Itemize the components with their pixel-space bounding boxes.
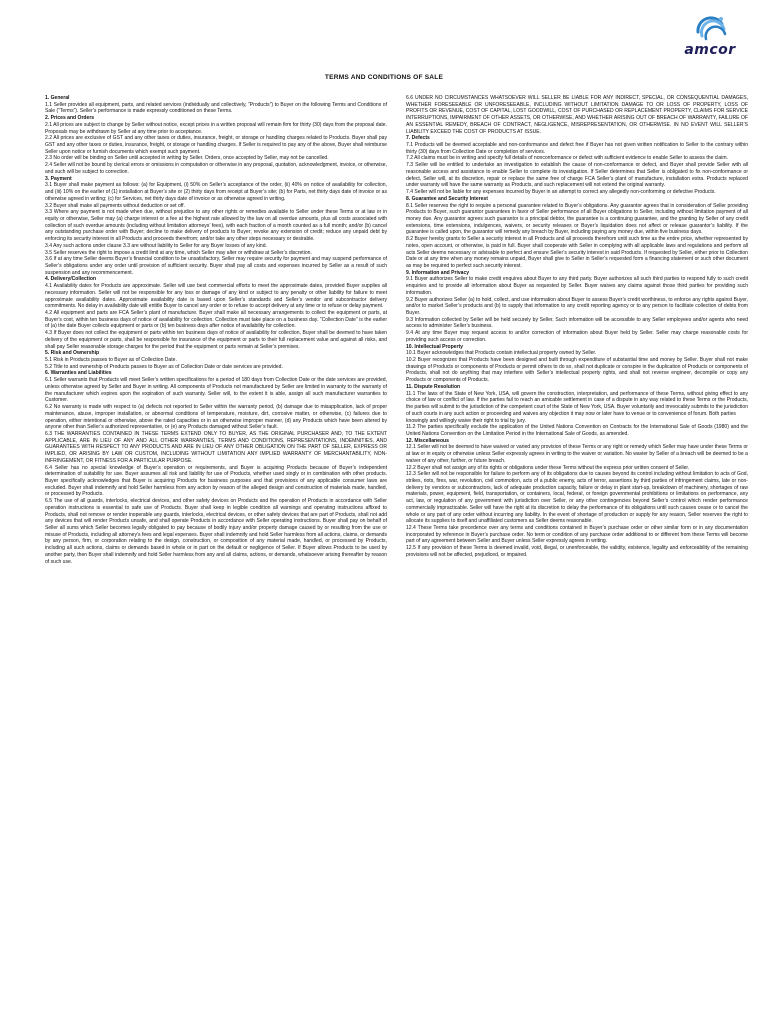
clause-paragraph: 12.1 Seller will not be deemed to have waived or varied any provision of these Terms or any right or remedy which Seller may have under these Terms or at law or in equity or otherwise unless Seller expressly agrees in writing to the waiver or variation. No wavier by Seller of a breach will be deemed to be a waiver of any other, further, or future breach. xyxy=(406,444,748,464)
clause-paragraph: 4.2 All equipment and parts are FCA Seller’s plant of manufacture. Buyer shall make all necessary arrangements to collect the equipment or parts, at Buyer’s cost, within ten business days of notice of availability for collection. Collection must take place on a business day. “Collection Date” is the earlier of (a) the date Buyer collects equipment or parts or (b) ten business days after notice of availability for collection. xyxy=(45,310,387,330)
clause-paragraph: 6.4 Seller has no special knowledge of Buyer’s operation or requirements, and Buyer is acquiring Products because of Buyer’s independent determination of suitability for use. Buyer assumes all risk and liability for use of Products, whether used singly or in combination with other products. Buyer specifically acknowledges that Buyer is acquiring Products for business purposes and that provisions of any applicable consumer laws are excluded. Buyer shall indemnify and hold Seller harmless from any action by reason of the alleged design and construction of materials made, handled, or processed by Products. xyxy=(45,464,387,498)
clause-paragraph: 9.4 At any time Buyer may request access to and/or correction of information about Buyer held by Seller. Seller may charge reasonable costs for providing such access or correction. xyxy=(406,330,748,343)
section-heading: 2. Prices and Orders xyxy=(45,115,95,122)
amcor-logo-mark-icon xyxy=(688,12,732,42)
clause-paragraph: 11.1 The laws of the State of New York, USA, will govern the construction, interpretation, and performance of these Terms, without giving effect to any choice of law or conflict of law. If the parties fail to reach an amicable settlement in case of a dispute in any way related to these Terms or the Products, the parties will submit to the jurisdiction of the competent court of the State of New York, USA. Buyer voluntarily and irrevocably submits to the jurisdiction of such courts in any such action or proceeding and waives any objection it may now or later have to venue or to convenience of forum. Both parties xyxy=(406,390,748,417)
clause-paragraph: 2.4 Seller will not be bound by clerical errors or omissions in computation or otherwise in any proposal, quotation, acknowledgment, invoice, or otherwise, and such will be subject to correction. xyxy=(45,162,387,175)
clause-paragraph: 6.1 Seller warrants that Products will meet Seller’s written specifications for a period of 180 days from Collection Date or the date services are provided, unless otherwise agreed by Seller and Buyer in writing. All components of Products not manufactured by Seller are limited in warranty to the warranty of the manufacturer which expires upon the expiration of such warranty. Seller will, to the extent it is able, assign all such manufacturer warranties to Customer. xyxy=(45,377,387,404)
clause-paragraph: 2.3 No order will be binding on Seller until accepted in writing by Seller. Orders, once accepted by Seller, may not be cancelled. xyxy=(45,155,329,162)
clause-paragraph: 6.6 UNDER NO CIRCUMSTANCES WHATSOEVER WILL SELLER BE LIABLE FOR ANY INDIRECT, SPECIAL, OR CONSEQUENTIAL DAMAGES, WHETHER FORESEEABLE OR UNFORESEEABLE, INCLUDING WITHOUT LIMITATION DAMAGE TO OR LOSS OF PROPERTY, LOSS OF PROFITS OR REVENUE, COST OF CAPITAL, LOST GOODWILL, COST OF PURCHASED OR REPLACEMENT PROPERTY, CLAIMS FOR SERVICE INTERRUPTIONS, IMPAIRMENT OF OTHER ASSETS, OR OTHERWISE, AND WHETHER ARISING OUT OF BREACH OF WARRANTY, FAILURE OF AN ESSENTIAL REMEDY, BREACH OF CONTRACT, NEGLIGENCE, MISREPRESENTATION, OR OTHERWISE. IN NO EVENT WILL SELLER’S LIABILITY EXCEED THE COST OF PRODUCTS AT ISSUE. xyxy=(406,95,748,135)
clause-paragraph: 7.2 All claims must be in writing and specify full details of nonconformance or defect with sufficient evidence to enable Seller to assess the claim. xyxy=(406,155,728,162)
clause-paragraph: 11.2 The parties specifically exclude the application of the United Nations Convention on Contracts for the International Sale of Goods (1980) and the United Nations Convention on the Limitation Period in the International Sale of Goods, as amended. xyxy=(406,424,748,437)
section-heading: 4. Delivery/Collection xyxy=(45,276,97,283)
section-heading: 1. General xyxy=(45,95,70,101)
section-heading: 9. Information and Privacy xyxy=(406,269,470,276)
section-heading: 11. Dispute Resolution xyxy=(406,383,461,390)
section-heading: 8. Guarantee and Security Interest xyxy=(406,195,488,202)
clause-paragraph: 2.2 All prices are exclusive of GST and any other taxes or duties, insurance, freight, or storage or handling charges related to Products. Buyer shall pay GST and any other taxes or duties, insurance, freight, or storage or handling charges. If Seller is required to pay any of the above, Buyer shall reimburse Seller upon notice or furnish documents which exempt such payment. xyxy=(45,135,387,155)
clause-paragraph: 8.1 Seller reserves the right to require a personal guarantee related to Buyer’s obligations. Any guarantor agrees that in consideration of Seller providing Products to Buyer, such guarantor guarantees in favor of Seller performance of all Buyer obligations to Seller, including without limitation payment of all money due. Any guarantor agrees such guarantor is a principal debtor, the guarantee is a continuing guarantee, and the granting by Seller of any credit extensions, time extensions, indulgences, waivers, or security releases or Buyer’s liquidation does not affect or release guarantor’s liability. If the guarantee is called upon, the guarantor will remedy any breach by Buyer, including paying any money due, within five business days. xyxy=(406,202,748,236)
clause-paragraph: 3.4 Any such actions under clause 3.3 are without liability to Seller for any Buyer losses of any kind. xyxy=(45,242,267,249)
section-heading: 6. Warranties and Liabilities xyxy=(45,370,112,377)
section-heading: 7. Defects xyxy=(406,135,430,142)
clause-paragraph: 8.2 Buyer hereby grants to Seller a security interest in all Products and all proceeds therefrom until such time as the entire price, whether represented by notes, open account, or otherwise, is paid in full. Buyer shall cooperate with Seller in complying with all applicable laws and regulations and perform all acts Seller deems necessary or advisable to perfect and ensure Seller’s security interest in said Products. If requested by Seller, either prior to Collection Date or at any time when any money remains unpaid, Buyer shall give to Seller in Seller’s requested form a financing statement or such other document as may be required to perfect such security interest. xyxy=(406,236,748,269)
clause-paragraph: 12.4 These Terms take precedence over any terms and conditions contained in Buyer’s purchase order or other similar form or in any documentation incorporated by reference in Buyer’s purchase order. No term or condition of any purchase order additional to or different from these Terms will become part of any agreement between Seller and Buyer unless Seller expressly agrees in writing. xyxy=(406,525,748,545)
clause-paragraph: 6.5 The use of all guards, interlocks, electrical devices, and other safety devices on Products and the operation of Products in accordance with Seller operation instructions is essential to safe use of Products. Buyer shall keep in legible condition all warnings and operating instructions affixed to Products, shall not remove or render inoperable any guards, interlocks, electrical devices, or other safety devices that are part of Products, shall not add any devices that will render Products unsafe, and shall operate Products in accordance with Seller operating instructions. Buyer shall pay on behalf of Seller all sums which Seller becomes legally obligated to pay because of bodily injury and/or property damage caused by or resulting from the use or misuse of Products, including all attorney’s fees and legal expenses. Buyer shall indemnify and hold Seller harmless from all actions, claims, or demands by any person, firm, or corporation relating to the design, construction, or composition of any material made, handled, or processed by Products, including all such actions, claims or demands based in whole or in part on the default or negligence of Seller. If Buyer allows Products to be used by another party, then Buyer shall indemnify and hold Seller harmless from any and all claims, actions, or demands, whatsoever arising thereafter by reason of such use. xyxy=(45,498,387,565)
clause-paragraph: 10.1 Buyer acknowledges that Products contain intellectual property owned by Seller. xyxy=(406,350,597,357)
left-column xyxy=(45,95,387,1023)
clause-paragraph: 6.3 THE WARRANTIES CONTAINED IN THESE TERMS EXTEND ONLY TO BUYER, AS THE ORIGINAL PURCHASER AND, TO THE EXTENT APPLICABLE, ARE IN LIEU OF ANY AND ALL OTHER WARRANTIES, TERMS AND CONDITIONS, REPRESENTATIONS, INDEMNITIES, AND GUARANTEES WITH RESPECT TO ANY PRODUCTS AND ARE IN LIEU OF ANY OTHER OBLIGATION ON THE PART OF SELLER, EXPRESS OR IMPLIED, OR ARISING BY LAW OR CUSTOM, INCLUDING WITHOUT LIMITATION ANY IMPLIED WARRANTY OF MERCHANTABILITY, NON-INFRINGEMENT, OR FITNESS FOR A PARTICULAR PURPOSE. xyxy=(45,430,387,464)
section-heading: 5. Risk and Ownership xyxy=(45,350,100,357)
clause-paragraph: 12.2 Buyer shall not assign any of its rights or obligations under these Terms without the express prior written consent of Seller. xyxy=(406,464,690,471)
clause-paragraph: 3.5 Seller reserves the right to impose a credit limit at any time, which Seller may alter or withdraw at Seller’s discretion. xyxy=(45,249,312,256)
section-heading: 3. Payment xyxy=(45,175,72,182)
clause-paragraph: 2.1 All prices are subject to change by Seller without notice, except prices in a written proposal will remain firm for thirty (30) days from the proposal date. Proposals may be withdrawn by Seller at any time prior to acceptance. xyxy=(45,121,387,135)
clause-paragraph: 1.1 Seller provides all equipment, parts, and related services (individually and collectively, “Products”) to Buyer on the following Terms and Conditions of Sale (“Terms”). Seller’s performance is made expressly conditioned on these Terms. xyxy=(45,101,387,115)
clause-paragraph: 3.1 Buyer shall make payment as follows: (a) for Equipment, (i) 50% on Seller’s acceptance of the order, (ii) 40% on notice of availability for collection, and (iii) 10% on the earlier of (1) installation at Buyer’s site or (2) thirty days from receipt at Buyer’s site; (b) for Parts, net thirty days date of invoice or as otherwise agreed in writing; (c) for Services, net thirty days date of invoice or as otherwise agreed in writing. xyxy=(45,182,387,202)
clause-paragraph: 4.3 If Buyer does not collect the equipment or parts within ten business days of notice of availability for collection, Buyer shall be deemed to have taken delivery of the equipment or parts, shall be responsible for insurance of the equipment or parts to their full replacement value and against all risks, and shall pay Seller reasonable storage charges for the period that the equipment or parts remain at Seller’s premises. xyxy=(45,330,387,350)
clause-paragraph: 3.6 If at any time Seller deems Buyer’s financial condition to be unsatisfactory, Seller may require security for payment and may suspend performance of Seller’s obligations under any order until provision of sufficient security. Buyer shall pay all costs and expenses incurred by Seller as a result of such suspension and any recommencement. xyxy=(45,256,387,276)
clause-paragraph: knowingly and willingly waive their right to trial by jury. xyxy=(406,417,526,424)
clause-paragraph: 9.2 Buyer authorizes Seller (a) to hold, collect, and use information about Buyer to assess Buyer’s credit worthiness, to enforce any rights against Buyer, and/or to market Seller’s products and (b) to supply that information to any credit reporting agency or to any person to facilitate collection of debts from Buyer. xyxy=(406,296,748,316)
clause-paragraph: 3.2 Buyer shall make all payments without deduction or set off. xyxy=(45,202,185,209)
clause-paragraph: 5.2 Title to and ownership of Products passes to Buyer as of Collection Date or date services are provided. xyxy=(45,363,283,370)
clause-paragraph: 7.1 Products will be deemed acceptable and non-conformance and defect free if Buyer has not given written notification to Seller to the contrary within thirty (30) days from Collection Date or completion of services. xyxy=(406,142,748,155)
clause-paragraph: 10.2 Buyer recognizes that Products have been designed and built through expenditure of substantial time and money by Seller. Buyer shall not make drawings of Products or components of Products or permit others to do so, shall not duplicate or conspire in the duplication of Products or components of Products, shall not do anything that may interfere with Seller’s intellectual property rights, and shall not reverse engineer, decompile or copy any Products or components of Products. xyxy=(406,357,748,384)
section-heading: 10. Intellectual Property xyxy=(406,343,463,350)
amcor-logo xyxy=(678,12,742,57)
clause-paragraph: 5.1 Risk in Products passes to Buyer as of Collection Date. xyxy=(45,357,177,364)
amcor-logo-text: amcor xyxy=(684,42,736,58)
clause-paragraph: 12.3 Seller will not be responsible for failure to perform any of its obligations due to causes beyond its control including without limitation to acts of God, strikes, riots, fires, war, revolution, civil commotion, acts of a public enemy, acts of terror, assertions by third parties of infringement claims, late or non-delivery by vendors or subcontractors, lack of adequate production capacity, failure or delay in plant start-up, breakdown of machinery, shortages of raw materials, power, equipment, field, transportation, or containers, local, federal, or foreign governmental prohibitions or limitations on performance, any act, law, or regulation of any government with jurisdiction over Seller, or any other contingencies beyond Seller’s control which render performance commercially impracticable. Seller will have the right at its discretion to delay the performance of its obligations until such causes cease or to cancel the whole or any part of any order without incurring any liability. In the event of shortage of production or supply for any reason, Seller reserves the right to allocate its supplies to itself and unaffiliated customers as Seller deems reasonable. xyxy=(406,471,748,525)
clause-paragraph: 7.3 Seller will be entitled to undertake an investigation to establish the cause of non-conformance or defect, and Buyer shall provide Seller with all reasonable access and assistance to enable Seller to complete its investigation. If Seller determines that Seller is obligated to fix non-conformance or defect, Seller will, at its discretion, repair or replace the same free of charge FCA Seller’s plant of manufacture, installation extra. Products replaced under warranty will have the same warranty as Products, and such replacement will not extend the original warranty. xyxy=(406,162,748,189)
clause-paragraph: 6.2 No warranty is made with respect to (a) defects not reported to Seller within the warranty period, (b) damage due to misapplication, lack of proper maintenance, abuse, improper installation, or abnormal conditions of temperature, moisture, dirt, corrosive matter, or otherwise, (c) failures due to operation, either intentional or otherwise, above the rated capacities or in an otherwise improper manner, (d) any Products which have been altered by anyone other than Seller’s authorized representative, or (e) any Products damaged without Seller’s fault. xyxy=(45,404,387,431)
section-heading: 12. Miscellaneous xyxy=(406,437,449,444)
document-title: TERMS AND CONDITIONS OF SALE xyxy=(324,74,444,81)
clause-paragraph: 4.1 Availability dates for Products are approximate. Seller will use best commercial efforts to meet the approximate dates, provided Buyer supplies all necessary information. Seller will not be responsible for any loss or damage of any kind or subject to any penalty or other liability for failure to meet approximate availability dates. Approximate availability date is based upon Seller’s standards and Seller’s vendor and subcontractor delivery commitments. No delay in availability date will entitle Buyer to cancel any order or to refuse to accept delivery at any time or to refuse or delay payment. xyxy=(45,283,387,310)
clause-paragraph: 9.3 Information collected by Seller will be held securely by Seller. Such information will be accessible to any Seller employees and/or agents who need access to administer Seller’s business. xyxy=(406,316,748,330)
clause-paragraph: 12.5 If any provision of these Terms is deemed invalid, void, illegal, or unenforceable, the validity, existence, legality and enforceability of the remaining provisions will not be affected, prejudiced, or impaired. xyxy=(406,545,748,558)
clause-paragraph: 7.4 Seller will not be liable for any expenses incurred by Buyer in an attempt to correct any allegedly non-conforming or defective Products. xyxy=(406,189,716,196)
clause-paragraph: 3.3 Where any payment is not made when due, without prejudice to any other rights or remedies available to Seller under these Terms or at law or in equity or otherwise, Seller may (a) charge interest or a fee at the highest rate allowed by the law on all overdue amounts, plus all costs associated with collection of such overdue amounts (including without limitation attorneys’ fees), with each fraction of a month counted as a full month; and/or (b) cancel any outstanding purchase order with Buyer; decline to make delivery of products to Buyer; revoke any extension of credit; reduce any unpaid debt by enforcing its security interest in all Products and proceeds therefrom; and/or take any other steps necessary or desirable. xyxy=(45,209,387,243)
right-column xyxy=(406,95,748,1000)
clause-paragraph: 9.1 Buyer authorizes Seller to make credit enquires about Buyer to any third party. Buyer authorizes all such third parties to respond fully to such credit enquiries and to provide all information about Buyer as requested by Seller. Buyer waives any claims against those third parties for providing such information. xyxy=(406,276,748,296)
